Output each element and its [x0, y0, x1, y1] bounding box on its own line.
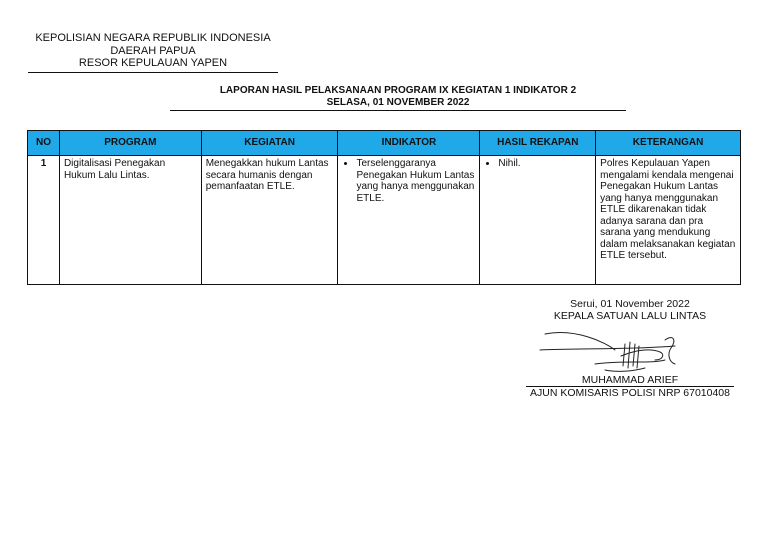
cell-keterangan: Polres Kepulauan Yapen mengalami kendala mengenai Penegakan Hukum Lantas yang hanya menggunakan ETLE dikarenakan tidak adanya sarana dan pra sarana yang mendukung dalam melaksanakan kegiatan ETLE tersebut.: [596, 156, 741, 285]
signature-name: MUHAMMAD ARIEF: [581, 374, 679, 386]
table-row: [28, 156, 741, 285]
letterhead-line-2: DAERAH PAPUA: [110, 44, 196, 57]
column-header-indikator: INDIKATOR: [338, 131, 480, 156]
handwritten-signature: [535, 320, 695, 384]
cell-kegiatan: Menegakkan hukum Lantas secara humanis dengan pemanfaatan ETLE.: [201, 156, 338, 285]
title-underline: [170, 110, 626, 111]
letterhead-line-1: KEPOLISIAN NEGARA REPUBLIK INDONESIA: [35, 32, 271, 44]
indikator-list: [342, 158, 475, 204]
column-header-no: NO: [28, 131, 60, 156]
column-header-hasil-rekapan: HASIL REKAPAN: [480, 131, 596, 156]
letterhead: [28, 32, 278, 73]
cell-no: 1: [28, 156, 60, 285]
column-header-program: PROGRAM: [59, 131, 201, 156]
cell-hasil-rekapan: [480, 156, 596, 285]
report-table: [27, 130, 741, 285]
report-title: LAPORAN HASIL PELAKSANAAN PROGRAM IX KEGIATAN 1 INDIKATOR 2: [219, 85, 577, 96]
indikator-list-item: • Terselenggaranya Penegakan Hukum Lantas yang hanya menggunakan ETLE.: [356, 158, 475, 204]
cell-indikator: [338, 156, 480, 285]
signature-place-date: Serui, 01 November 2022: [570, 298, 690, 310]
cell-program: Digitalisasi Penegakan Hukum Lalu Lintas.: [59, 156, 201, 285]
report-title-block: [170, 85, 626, 111]
report-date: SELASA, 01 NOVEMBER 2022: [326, 97, 470, 108]
table-header-row: [28, 131, 741, 156]
column-header-keterangan: KETERANGAN: [596, 131, 741, 156]
signature-rank: AJUN KOMISARIS POLISI NRP 67010408: [530, 387, 730, 399]
letterhead-line-3: RESOR KEPULAUAN YAPEN: [78, 57, 228, 69]
hasil-list: [484, 158, 591, 170]
column-header-kegiatan: KEGIATAN: [201, 131, 338, 156]
letterhead-underline: [28, 72, 278, 73]
signature-position: KEPALA SATUAN LALU LINTAS: [553, 310, 707, 322]
hasil-list-item: • Nihil.: [498, 158, 591, 170]
